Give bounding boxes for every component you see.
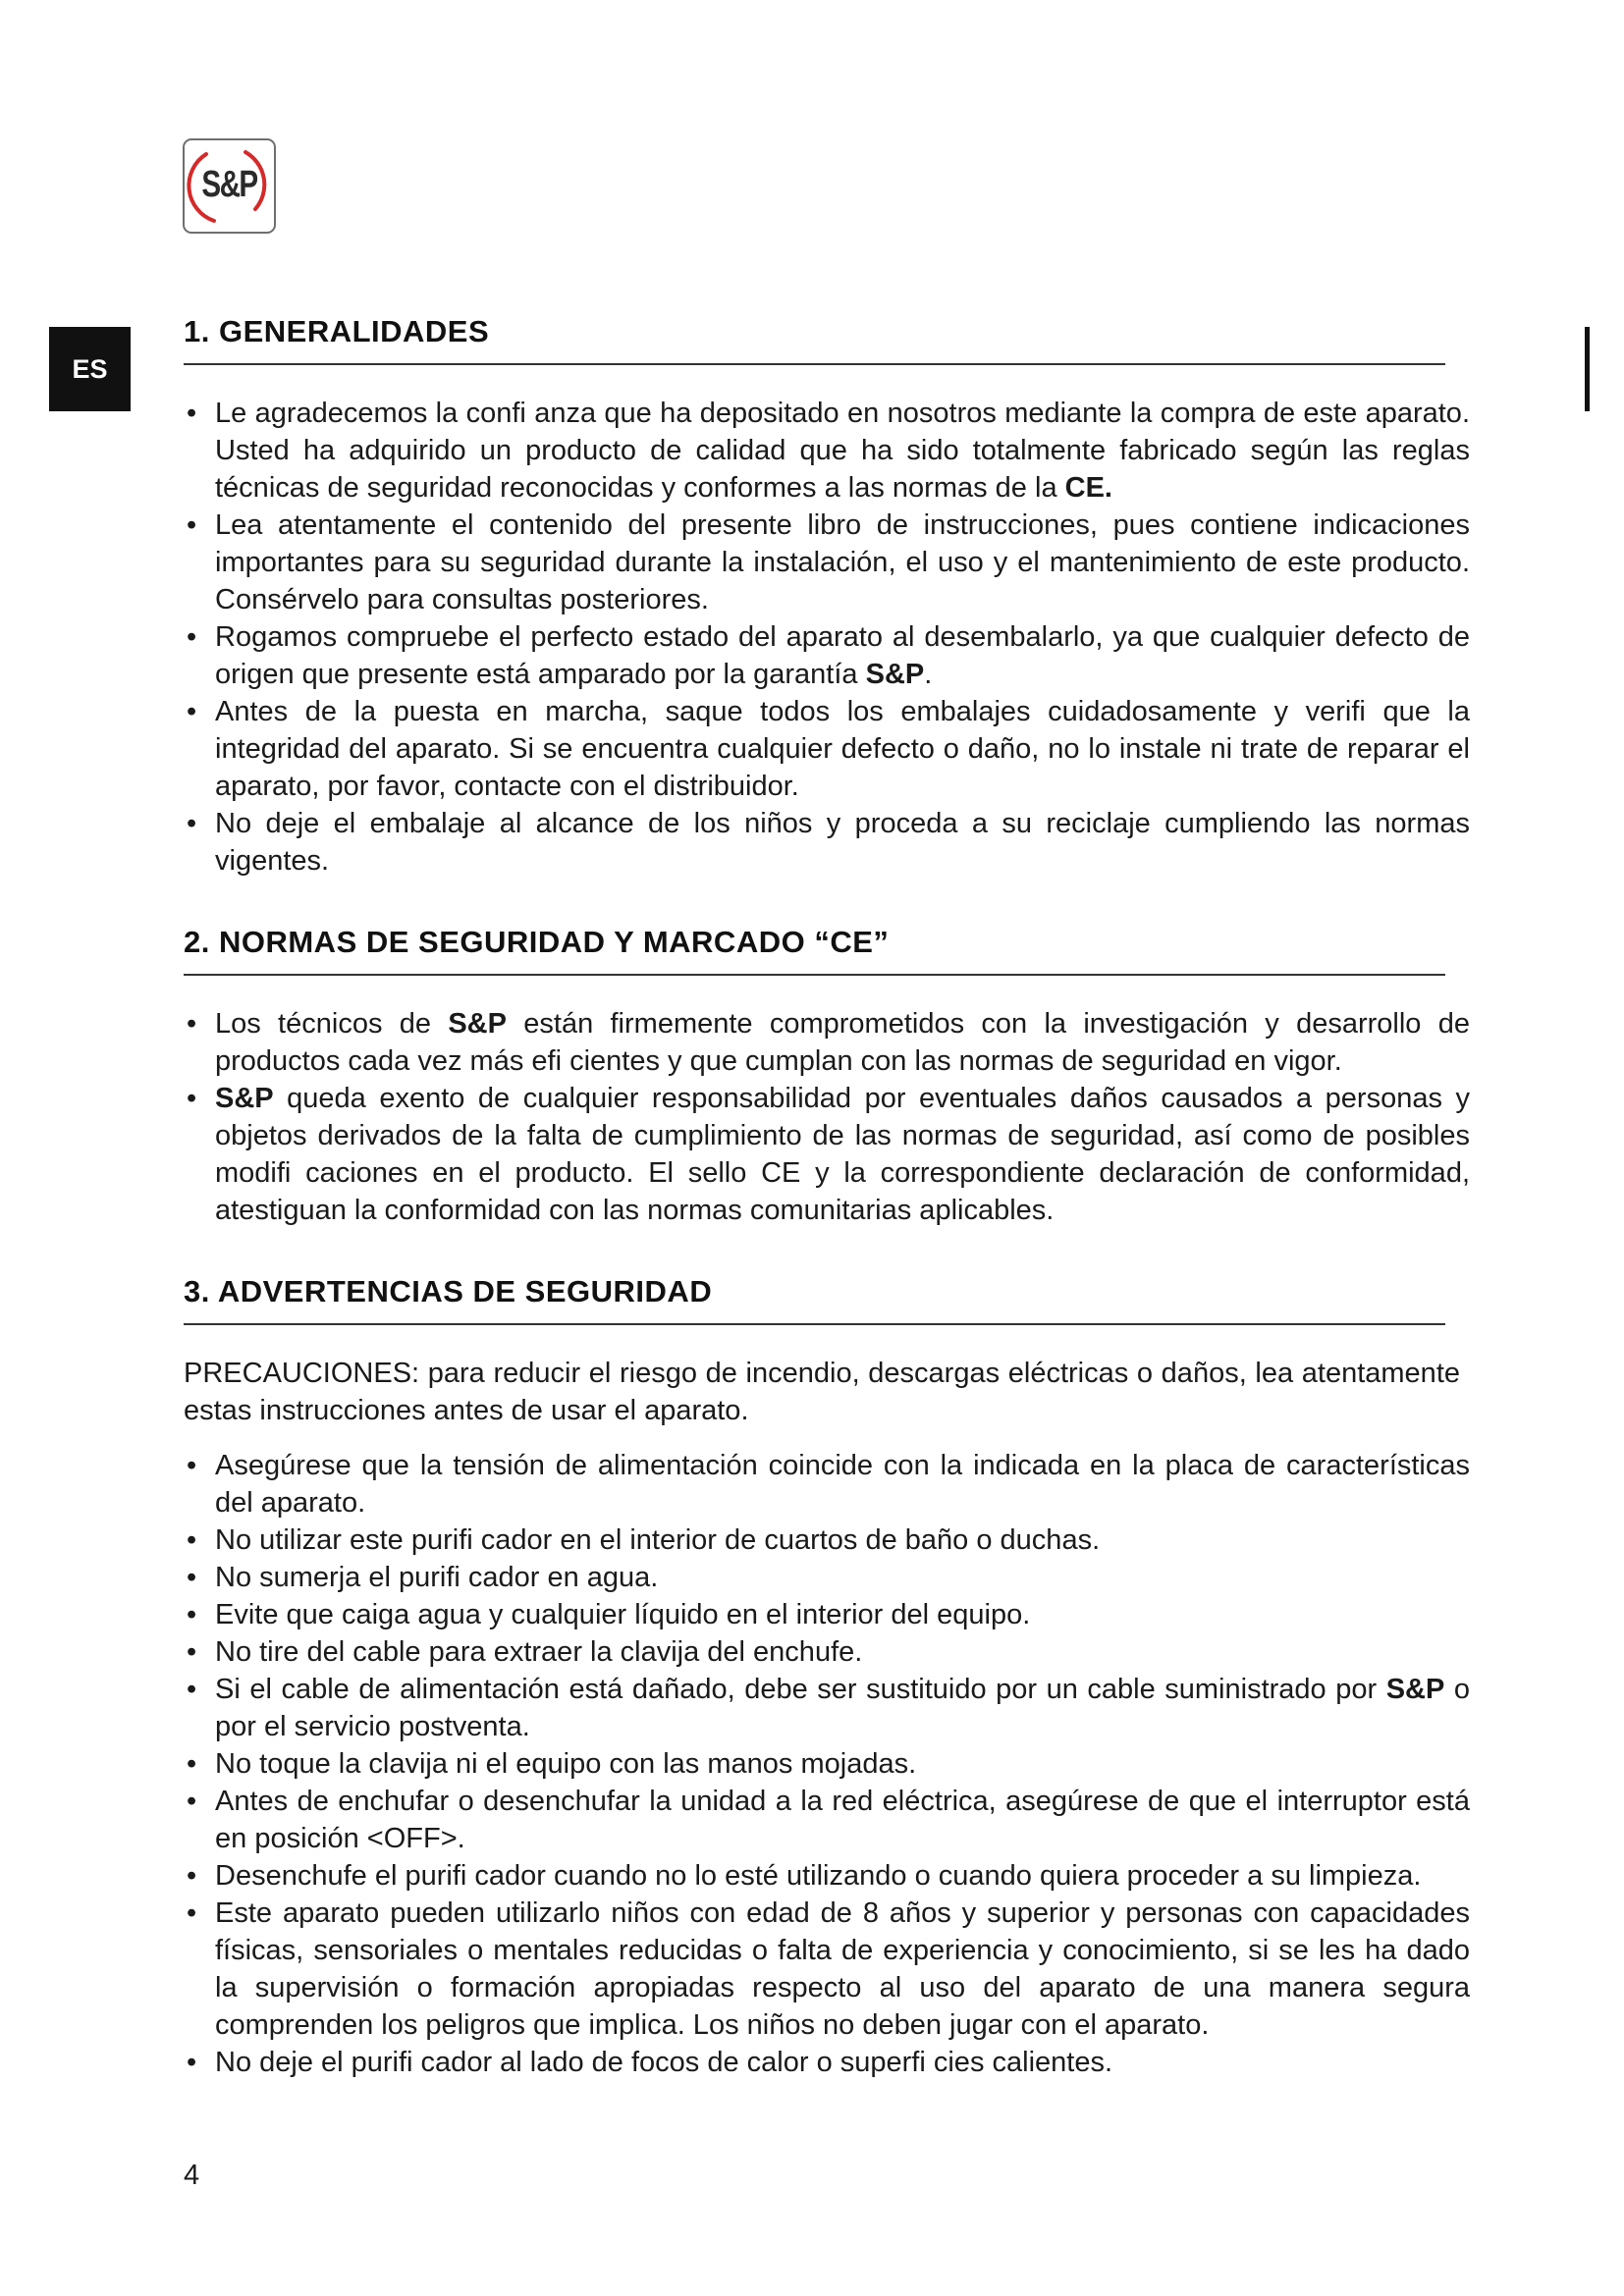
list-item [184, 693, 1470, 805]
bullet-list [184, 1447, 1470, 2081]
text-run: Antes de la puesta en marcha, saque todos los embalajes cuidadosamente y verifi que la integridad del aparato. Si se encuentra cualquier defecto o daño, no lo instale ni trate de reparar el aparato, por favor, contacte con el distribuidor. [215, 696, 1470, 802]
list-item [184, 1005, 1470, 1080]
page-number: 4 [184, 2160, 200, 2191]
text-run: Evite que caiga agua y cualquier líquido en el interior del equipo. [215, 1599, 1031, 1630]
list-item [184, 1745, 1470, 1783]
section-intro: PRECAUCIONES: para reducir el riesgo de incendio, descargas eléctricas o daños, lea atentamente estas instrucciones antes de usar el aparato. [184, 1358, 1460, 1426]
list-item [184, 1447, 1470, 1522]
list-item [184, 1857, 1470, 1895]
text-run: Asegúrese que la tensión de alimentación coincide con la indicada en la placa de características del aparato. [215, 1450, 1470, 1519]
bold-text: S&P [448, 1008, 507, 1040]
section-2 [184, 925, 1470, 1229]
list-item [184, 1783, 1470, 1857]
logo-text: S&P [201, 164, 257, 205]
bullet-list [184, 395, 1470, 880]
bold-text: S&P [865, 659, 925, 690]
text-run: . [924, 659, 933, 690]
list-item [184, 1080, 1470, 1229]
list-item [184, 1559, 1470, 1596]
list-item [184, 1895, 1470, 2044]
list-item [184, 507, 1470, 618]
bullet-list [184, 1005, 1470, 1229]
margin-marker [1585, 327, 1590, 411]
text-run: Le agradecemos la confi anza que ha depositado en nosotros mediante la compra de este aparato. Usted ha adquirido un producto de calidad que ha sido totalmente fabricado según las reglas técnicas de seguridad reconocidas y conformes a las normas de la [215, 398, 1470, 504]
bold-text: S&P [215, 1083, 274, 1114]
list-item [184, 395, 1470, 507]
section-title: 3. ADVERTENCIAS DE SEGURIDAD [184, 1274, 1445, 1325]
text-run: están firmemente comprometidos con la investigación y desarrollo de productos cada vez más efi cientes y que cumplan con las normas de seguridad en vigor. [215, 1008, 1470, 1077]
bold-text: S&P [1385, 1674, 1445, 1705]
section-title: 1. GENERALIDADES [184, 314, 1445, 365]
text-run: o por el servicio postventa. [215, 1674, 1470, 1742]
language-tab: ES [49, 327, 131, 411]
brand-logo [183, 138, 276, 234]
text-run: No deje el purifi cador al lado de focos de calor o superfi cies calientes. [215, 2047, 1113, 2078]
text-run: No sumerja el purifi cador en agua. [215, 1562, 659, 1593]
text-run: Si el cable de alimentación está dañado, debe ser sustituido por un cable suministrado por [215, 1674, 1386, 1705]
bold-text: CE. [1064, 472, 1112, 504]
section-3 [184, 1274, 1470, 2081]
text-run: No tire del cable para extraer la clavija del enchufe. [215, 1636, 863, 1668]
list-item [184, 1633, 1470, 1671]
text-run: Rogamos compruebe el perfecto estado del aparato al desembalarlo, ya que cualquier defecto de origen que presente está amparado por la garantía [215, 621, 1470, 690]
text-run: No deje el embalaje al alcance de los niños y proceda a su reciclaje cumpliendo las normas vigentes. [215, 808, 1470, 877]
text-run: queda exento de cualquier responsabilidad por eventuales daños causados a personas y objetos derivados de la falta de cumplimiento de las normas de seguridad, así como de posibles modifi caciones en el producto. El sello CE y la correspondiente declaración de conformidad, atestiguan la conformidad con las normas comunitarias aplicables. [215, 1083, 1470, 1226]
section-title: 2. NORMAS DE SEGURIDAD Y MARCADO “CE” [184, 925, 1445, 976]
list-item [184, 1671, 1470, 1745]
text-run: Antes de enchufar o desenchufar la unidad a la red eléctrica, asegúrese de que el interruptor está en posición <OFF>. [215, 1786, 1470, 1854]
text-run: Desenchufe el purifi cador cuando no lo esté utilizando o cuando quiera proceder a su limpieza. [215, 1860, 1422, 1892]
document-body [184, 314, 1470, 2126]
list-item [184, 1522, 1470, 1559]
text-run: No utilizar este purifi cador en el interior de cuartos de baño o duchas. [215, 1524, 1101, 1556]
section-1 [184, 314, 1470, 880]
list-item [184, 805, 1470, 880]
text-run: Los técnicos de [215, 1008, 449, 1040]
text-run: Este aparato pueden utilizarlo niños con edad de 8 años y superior y personas con capacidades físicas, sensoriales o mentales reducidas o falta de experiencia y conocimiento, si se les ha dado la supervisión o formación apropiadas respecto al uso del aparato de una manera segura comprenden los peligros que implica. Los niños no deben jugar con el aparato. [215, 1897, 1470, 2041]
text-run: Lea atentamente el contenido del presente libro de instrucciones, pues contiene indicaciones importantes para su seguridad durante la instalación, el uso y el mantenimiento de este producto. Consérvelo para consultas posteriores. [215, 509, 1470, 615]
list-item [184, 1596, 1470, 1633]
list-item [184, 2044, 1470, 2081]
list-item [184, 618, 1470, 693]
text-run: No toque la clavija ni el equipo con las manos mojadas. [215, 1748, 917, 1780]
